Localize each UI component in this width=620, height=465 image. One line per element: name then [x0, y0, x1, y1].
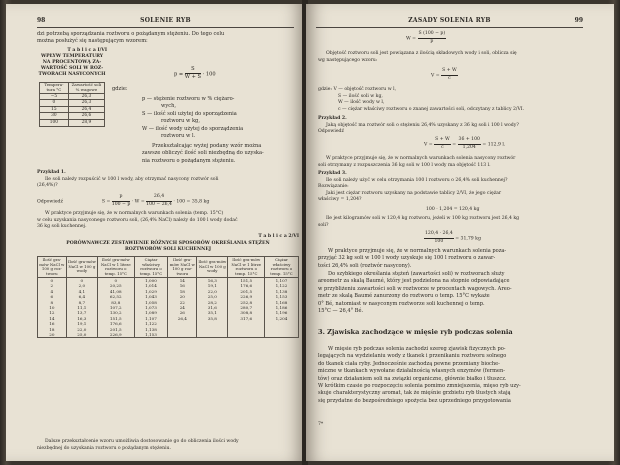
- table2-cell: 22,0: [197, 289, 228, 294]
- example-line: (26,4%)?: [37, 183, 58, 189]
- body2: [318, 271, 590, 315]
- intro-line: dzi potrzebą sporządzania roztworu o pożądanym stężeniu. Do tego celu: [37, 31, 225, 37]
- fraction-numerator: 120,4 · 26,4: [424, 231, 454, 239]
- table1-cell: 26,3: [68, 100, 104, 107]
- table2-cell: 176,6: [228, 283, 265, 288]
- practice2-line: 36 kg soli kuchennej.: [37, 224, 87, 230]
- practice3-line: W praktyce przyjmuje się, że w normalnych warunkach solenia nasycony roztwór: [326, 156, 516, 161]
- table2-cell: 0: [66, 278, 97, 284]
- left-footer: [37, 439, 299, 452]
- table1: [39, 82, 105, 127]
- table2-cell: 16: [38, 321, 67, 326]
- table2-header: Ilość gra-mów NaCl w 100 g roz-tworu: [169, 257, 195, 276]
- table2-cell: 83,8: [98, 300, 135, 305]
- footer-line: niezbędnej do uzyskania roztworu o pożądanym stężeniu.: [37, 445, 171, 451]
- para1: [318, 51, 584, 64]
- right-page-number: 99: [574, 17, 583, 24]
- table2-cell: 317,6: [228, 316, 265, 321]
- table1-header: Tempera-tura °C: [40, 83, 69, 94]
- answer-fraction: [112, 194, 130, 208]
- table2-title: PORÓWNAWCZE ZESTAWIENIE RÓŻNYCH SPOSOBÓW OKREŚLANIA STĘŻEŃ: [66, 240, 270, 246]
- example-title: Przykład 1.: [37, 170, 66, 175]
- table2-cell: 1,107: [134, 316, 168, 321]
- table2-cell: 10: [38, 305, 67, 310]
- table2: [37, 256, 299, 338]
- table2-cell: [197, 332, 228, 338]
- table2-cell: 18: [168, 289, 197, 294]
- fraction-numerator: 26,4: [146, 194, 172, 202]
- table2-cell: 14: [38, 316, 67, 321]
- example-line: Jaki jest ciężar roztworu uzyskany na podstawie tablicy 2/VI, że jego ciężar: [326, 190, 502, 196]
- table2-header: Ilość gra-mów NaCl w 1 litrze roztworu o temp. 15°C: [228, 257, 265, 278]
- definition-line: S — ilość soli użytej do sporządzenia: [142, 110, 237, 117]
- table2-cell: 22,0: [66, 327, 97, 332]
- table2-cell: 35,1: [197, 310, 228, 315]
- gdzie-list: [318, 87, 590, 113]
- example-1: [37, 170, 297, 190]
- fraction-numerator: S (100 − p): [418, 31, 447, 39]
- table2-cell: 1,058: [134, 300, 168, 305]
- example-2: [318, 116, 590, 136]
- table2-cell: 6: [38, 294, 67, 299]
- fraction-denominator: 100 − p: [111, 201, 131, 207]
- table1-cell: 0: [40, 100, 69, 107]
- table2-cell: 107,2: [98, 305, 135, 310]
- body-line: W praktyce przyjmuje się, że w normalnych warunkach solenia poza-: [328, 248, 507, 254]
- table2-cell: 25,0: [66, 332, 97, 338]
- table2-cell: 1,122: [134, 321, 168, 326]
- table1-cell: 100: [40, 119, 69, 126]
- practice2-line: w celu uzyskania nasyconego roztworu soli, (26,4% NaCl) należy do 100 l wody dodać: [37, 217, 238, 223]
- table2-cell: 1,122: [265, 283, 299, 288]
- formula-tail: = 31,79 kg: [455, 236, 481, 242]
- formula-lhs: V =: [431, 73, 440, 79]
- table-row: [38, 332, 299, 338]
- answer-part: · 100 = 35,8 kg: [173, 199, 210, 205]
- body-line: przyjąć 32 kg soli w 100 l wody uzyskuje się 100 l roztworu o zawar-: [318, 255, 496, 262]
- table-row: [40, 119, 105, 126]
- body-line: tów) oraz działaniem soli na związki organiczne, głównie białko i tłuszcz.: [318, 375, 507, 382]
- example-line: Rozwiązanie:: [318, 184, 349, 190]
- table2-cell: 4: [38, 289, 67, 294]
- formula-tail: = 112,9 l.: [482, 142, 506, 148]
- table2-header: Ilość gra-mów NaCl w 1 litrze roztworu o temp. 15°C: [98, 257, 135, 278]
- table2-cell: 1,186: [265, 305, 299, 310]
- body-line: metr ze skalą Baumé zanurzony do roztworu o temp. 15°C wykaże: [318, 293, 490, 300]
- answer-part: · W =: [131, 199, 145, 205]
- left-intro: [37, 31, 295, 46]
- definition-line: roztworu w l.: [161, 133, 196, 140]
- gdzie-line: S — ilość soli w kg,: [338, 93, 383, 99]
- table2-cell: 41,08: [98, 289, 135, 294]
- table2-cell: 226,9: [98, 332, 135, 338]
- table1-title-line: NA PROCENTOWĄ ZA-: [42, 60, 102, 65]
- table2-cell: 1,073: [134, 305, 168, 310]
- fraction-denominator: c: [448, 75, 451, 81]
- ex3-formula: [424, 231, 544, 245]
- table2-header: Ilość gra-mów NaCl w 100 g wody: [66, 257, 97, 278]
- definitions: [142, 96, 296, 140]
- table2-cell: 176,6: [98, 321, 135, 326]
- table2-cell: 1,014: [134, 283, 168, 288]
- table2-cell: 151,5: [98, 316, 135, 321]
- practice-3: [318, 156, 590, 169]
- definition-line: wych,: [161, 103, 176, 110]
- formula-numerator: S: [185, 66, 201, 74]
- table2-cell: 280,7: [228, 305, 265, 310]
- table2-cell: 2,0: [66, 283, 97, 288]
- example-line: soli?: [318, 222, 329, 228]
- table1-cell: −5: [40, 93, 69, 100]
- practice-line: nia roztworu o pożądanym stężeniu.: [142, 157, 236, 164]
- table2-cell: 151,5: [228, 278, 265, 284]
- example-3: [318, 171, 590, 204]
- formula-p: [174, 66, 294, 82]
- formula-fraction: [434, 137, 451, 151]
- practice3-line: soli otrzymany z rozpuszczenia 36 kg soli w 100 l wody ma objętość 113 l.: [318, 162, 491, 168]
- table2-cell: 8: [38, 300, 67, 305]
- table1-label: T a b l i c a I/VI: [67, 48, 107, 53]
- formula-v: [431, 68, 511, 82]
- fraction-numerator: S + W: [441, 68, 458, 76]
- example-title: Przykład 2.: [318, 116, 347, 121]
- gdzie-line: gdzie: V — objętość roztworu w l,: [318, 87, 397, 92]
- table2-cell: 1,196: [265, 310, 299, 315]
- table2-cell: 1,089: [134, 310, 168, 315]
- table2-header: Ciężar właściwy roztworu o temp. 15°C: [265, 257, 299, 278]
- right-page-header: [316, 17, 583, 28]
- answer-label: Odpowiedź: [37, 199, 63, 205]
- table2-cell: [168, 332, 197, 338]
- table1-title-line: WARTOŚĆ SOLI W ROZ-: [40, 66, 104, 71]
- table2-header: Ilość gra-mów NaCl w 100 g wody: [197, 257, 228, 278]
- table2-cell: 6,4: [66, 294, 97, 299]
- table2-cell: 1,138: [265, 289, 299, 294]
- para1-line: Objętość roztworu soli jest powiązana z ilością składowych wody i soli, oblicza się: [326, 51, 517, 56]
- table1-title-line: TWORACH NASYCONYCH: [38, 72, 106, 77]
- table2-cell: 19,1: [66, 321, 97, 326]
- intro-line: można posłużyć się następującym wzorem:: [37, 38, 148, 45]
- table2-title: ROZTWORÓW SOLI KUCHENNEJ: [124, 247, 212, 253]
- table2-cell: 62,52: [98, 294, 135, 299]
- table2-cell: 1,138: [134, 327, 168, 332]
- table2-cell: 1,204: [265, 316, 299, 321]
- table1-cell: 15: [40, 106, 69, 113]
- fraction-numerator: p: [112, 194, 130, 202]
- table2-body: [38, 278, 299, 338]
- footer-line: Dalsze przekształcenie wzoru umożliwia dostosowanie go do obliczenia ilości wody: [45, 439, 239, 444]
- table2-cell: [228, 332, 265, 338]
- body-line: legających na wydzielaniu wody z tkanek i przenikaniu roztworu solnego: [318, 353, 507, 360]
- formula-fraction: [458, 137, 481, 151]
- table2-cell: 4,1: [66, 289, 97, 294]
- table-row: [40, 106, 105, 113]
- body-line: 15°C — 26,4° Bé.: [318, 308, 364, 315]
- table2-cell: 28,2: [197, 300, 228, 305]
- formula-fraction: [424, 231, 454, 245]
- practice2-line: W praktyce przyjmuje się, że w normalnych warunkach solenia (temp. 15°C): [45, 211, 224, 216]
- body-line: Do szybkiego określania stężeń (zawartości soli) w roztworach służy: [328, 271, 505, 277]
- table2-cell: 16: [168, 283, 197, 288]
- fraction-denominator: 1,204: [462, 144, 476, 150]
- body-line: do tkanek ciała ryby. Jednocześnie zachodzą pewne przemiany bioche-: [318, 360, 500, 367]
- body-line: 0° Bé, natomiast w nasyconym roztworze soli kuchennej o temp.: [318, 300, 485, 307]
- table2-cell: 1,153: [265, 294, 299, 299]
- table2-cell: 11,1: [66, 305, 97, 310]
- table2-cell: 26: [168, 310, 197, 315]
- table-row: [40, 100, 105, 107]
- body-line: miczne w tkankach wywołane działalnością własnych enzymów (fermen-: [318, 368, 505, 375]
- table1-header: Zawartość soli % wagowe: [68, 83, 104, 94]
- left-page-number: 98: [37, 17, 46, 24]
- table2-cell: 0: [38, 278, 67, 284]
- left-running-head: SOLENIE RYB: [140, 17, 191, 24]
- formula-denominator: W + S: [184, 74, 202, 81]
- example-line: Ile soli należy użyć w celu otrzymania 100 l roztworu o 26,4% soli kuchennej?: [326, 177, 508, 183]
- table2-cell: 1,043: [134, 294, 168, 299]
- section-heading: 3. Zjawiska zachodzące w mięsie ryb podczas solenia: [318, 328, 513, 336]
- formula-fraction: [185, 66, 201, 82]
- table2-cell: 201,5: [228, 289, 265, 294]
- answer-label: Odpowiedź: [318, 129, 344, 135]
- table2-cell: 308,8: [228, 310, 265, 315]
- table2-cell: 252,8: [228, 300, 265, 305]
- table2-cell: 22: [168, 300, 197, 305]
- table-row: [40, 93, 105, 100]
- table-row: [40, 113, 105, 120]
- body-line: W krótkim czasie po rozpoczęciu solenia pomimo zmniejszenia, mięso ryb uzy-: [318, 383, 521, 390]
- table2-cell: [265, 332, 299, 338]
- fraction-numerator: 36 + 100: [458, 137, 481, 145]
- table1-cell: 26,3: [68, 93, 104, 100]
- table2-cell: 0: [98, 278, 135, 284]
- table2-cell: 8,7: [66, 300, 97, 305]
- left-page-header: [37, 17, 294, 28]
- section-body: [318, 346, 590, 405]
- table2-header: Ilość gra-mów NaCl w 100 g roz-tworu: [39, 257, 65, 276]
- formula-lhs: p =: [174, 71, 184, 78]
- table2-cell: 1,168: [265, 300, 299, 305]
- body-line: się przydatne do bezpośredniego spożycia bez uprzedniego przygotowania: [318, 397, 511, 404]
- body-line: tości 26,4% soli (roztwór nasycony).: [318, 262, 412, 269]
- gdzie-line: c — ciężar właściwy roztworu o znanej zawartości soli, odczytany z tablicy 2/VI.: [338, 106, 525, 112]
- table1-cell: 26,6: [68, 113, 104, 120]
- table2-cell: 20: [38, 332, 67, 338]
- formula-lhs: V =: [424, 142, 433, 148]
- practice-line: zawsze obliczyć ilość soli niezbędną do uzyska-: [142, 150, 264, 157]
- definition-line: W — ilość wody użytej do sporządzenia: [142, 125, 244, 132]
- signature-mark: 7*: [318, 422, 324, 427]
- answer-1: [37, 194, 297, 208]
- table1-cell: 30: [40, 113, 69, 120]
- body-line: W mięsie ryb podczas solenia zachodzi szereg zjawisk fizycznych po-: [328, 346, 506, 352]
- practice-2: [37, 211, 299, 231]
- table2-cell: 20: [168, 294, 197, 299]
- fraction-denominator: 100: [434, 238, 444, 244]
- table2-header: Ciężar właściwy roztworu o temp. 15°C: [134, 257, 168, 278]
- body1: [318, 248, 590, 270]
- example-line: Ile jest kilogramów soli w 120,4 kg roztworu, jeżeli w 100 kg roztworu jest 26,4 kg: [326, 216, 520, 221]
- left-page: [6, 4, 304, 461]
- formula-lhs: W =: [406, 36, 417, 42]
- table2-cell: 20,25: [98, 283, 135, 288]
- table2-caption: [37, 234, 299, 254]
- ex3-text2: [318, 216, 590, 229]
- example-title: Przykład 3.: [318, 171, 347, 176]
- ex2-formula: [424, 137, 584, 151]
- table2-cell: 226,9: [228, 294, 265, 299]
- table2-label: T a b l i c a 2/VI: [258, 234, 299, 239]
- body-line: skuje charakterystyczny aromat, tak że mięśnie grzbietu ryb tłustych stają: [318, 390, 511, 397]
- fraction-denominator: 100 − 26,4: [146, 201, 172, 207]
- example-line: właściwy = 1,204?: [318, 197, 362, 203]
- fraction-denominator: c: [441, 144, 444, 150]
- table2-cell: 1,153: [134, 332, 168, 338]
- answer-part: S =: [101, 199, 111, 205]
- table2-cell: 35,8: [197, 316, 228, 321]
- right-running-head: ZASADY SOLENIA RYB: [408, 17, 491, 24]
- formula-fraction: [418, 31, 447, 45]
- table2-cell: 1,029: [134, 289, 168, 294]
- practice-text: [142, 143, 296, 165]
- table2-cell: 31,6: [197, 305, 228, 310]
- table2-cell: 130,2: [98, 310, 135, 315]
- table2-cell: 26,4: [168, 316, 197, 321]
- table1-cell: 26,4: [68, 106, 104, 113]
- answer-fraction: [146, 194, 172, 208]
- body-line: w przybliżeniu zawartości soli w roztworze w procentach wagowych. Areo-: [318, 285, 512, 292]
- gdzie-label: gdzie:: [112, 86, 128, 92]
- gdzie-line: W — ilość wody w l,: [338, 100, 385, 106]
- formula-w: [406, 31, 526, 45]
- table2-cell: 12: [38, 310, 67, 315]
- table2-cell: 16,3: [197, 278, 228, 284]
- fraction-numerator: S + W: [434, 137, 451, 145]
- table2-cell: 16,3: [66, 316, 97, 321]
- definition-line: roztworu w kg,: [161, 118, 200, 125]
- right-page: [306, 4, 614, 461]
- definition-line: p — stężenie roztworu w % ciężaro-: [142, 96, 235, 102]
- table2-cell: 13,7: [66, 310, 97, 315]
- table1-cell: 28,9: [68, 119, 104, 126]
- table2-cell: 24: [168, 305, 197, 310]
- para1-line: wg następującego wzoru:: [318, 57, 378, 63]
- body-line: areometr za skalą Baumé, który jest podzielona na stopnie odpowiadające: [318, 278, 510, 285]
- formula-fraction: [441, 68, 458, 82]
- formula-tail: · 100: [202, 71, 216, 78]
- table2-cell: 2: [38, 283, 67, 288]
- table2-cell: 19,1: [197, 283, 228, 288]
- table2-cell: 25,0: [197, 294, 228, 299]
- table2-cell: 18: [38, 327, 67, 332]
- table2-cell: 201,5: [98, 327, 135, 332]
- table2-cell: 1,107: [265, 278, 299, 284]
- table1-caption: [37, 48, 107, 78]
- table2-cell: 14: [168, 278, 197, 284]
- practice-line: Przekształcając wyżej podany wzór można: [152, 143, 262, 149]
- example-line: Ile soli należy rozpuścić w 100 l wody, aby otrzymać nasycony roztwór soli: [45, 176, 219, 182]
- formula-eq: =: [452, 142, 457, 148]
- fraction-denominator: p: [430, 38, 434, 44]
- table1-title-line: WPŁYW TEMPERATURY: [40, 54, 104, 59]
- table2-cell: 1,000: [134, 278, 168, 284]
- example-line: Jaką objętość ma roztwór soli o stężeniu 26,4% uzyskany z 36 kg soli i 100 l wody?: [326, 122, 519, 128]
- ex3-calc1: 100 · 1,204 = 120,4 kg: [426, 207, 480, 212]
